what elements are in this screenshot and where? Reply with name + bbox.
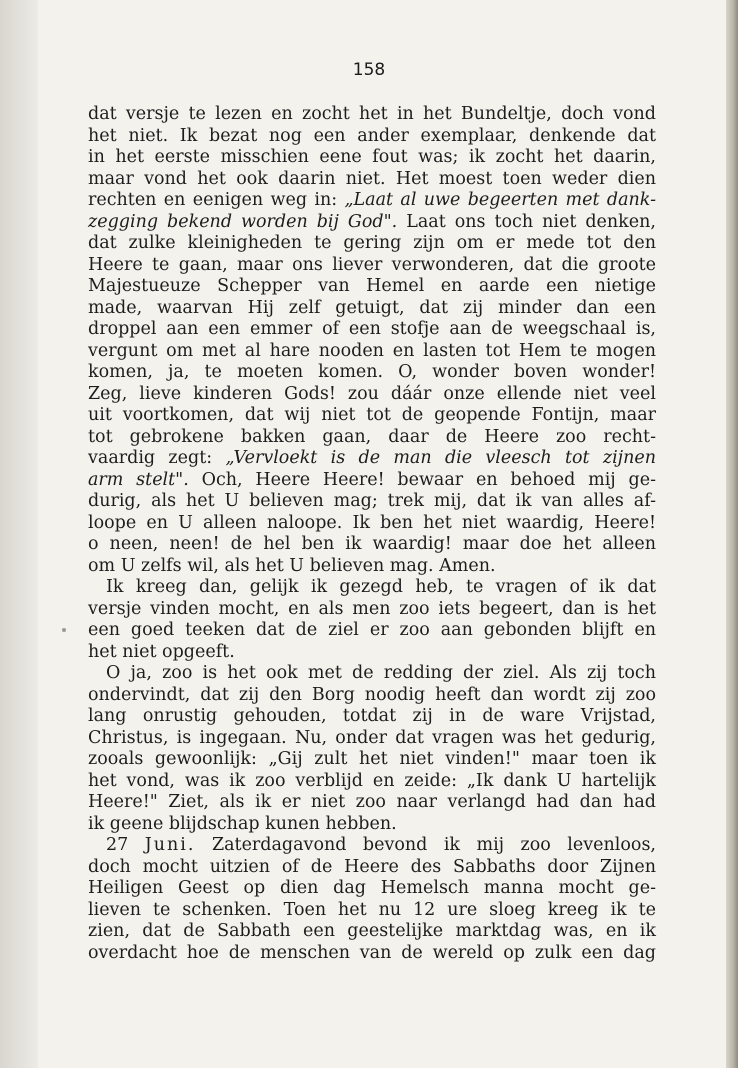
- text-line: made, waarvan Hij zelf getuigt, dat zij minder dan een: [88, 297, 656, 318]
- body-text: [88, 104, 656, 964]
- text-line: een goed teeken dat de ziel er zoo aan gebonden blijft en: [88, 620, 656, 640]
- text-line: [88, 448, 656, 470]
- text-line: komen, ja, te moeten komen. O, wonder boven wonder!: [88, 362, 656, 382]
- text-line: het niet. Ik bezat nog een ander exemplaar, denkende dat: [88, 125, 656, 146]
- text-line: o neen, neen! de hel ben ik waardig! maar doe het alleen: [88, 534, 656, 554]
- text-line: Majestueuze Schepper van Hemel en aarde een nietige: [88, 276, 656, 296]
- text-line: overdacht hoe de menschen van de wereld op zulk een dag: [88, 942, 656, 963]
- text-line: O ja, zoo is het ook met de redding der ziel. Als zij toch: [106, 663, 656, 683]
- text-line: Zeg, lieve kinderen Gods! zou dáár onze ellende niet veel: [88, 383, 656, 404]
- text-line: ik geene blijdschap kunen hebben.: [88, 813, 397, 834]
- page-gutter-shadow: [0, 0, 38, 1068]
- text-line: Ik kreeg dan, gelijk ik gezegd heb, te vragen of ik dat: [106, 577, 656, 597]
- text-line: om U zelfs wil, als het U believen mag. Amen.: [88, 555, 496, 576]
- text-line: doch mocht uitzien of de Heere des Sabbaths door Zijnen: [88, 856, 656, 877]
- text-segment: Och, Heere Heere! bewaar en behoed mij ge-: [201, 469, 656, 490]
- page-edge: [726, 0, 738, 1068]
- date-month: Juni.: [144, 835, 196, 855]
- text-line: uit voortkomen, dat wij niet tot de geopende Fontijn, maar: [88, 405, 656, 425]
- text-line: zien, dat de Sabbath een geestelijke marktdag was, en ik: [88, 921, 656, 941]
- page-number: 158: [352, 60, 386, 80]
- text-line: maar vond het ook daarin niet. Het moest toen weder dien: [88, 168, 656, 189]
- text-line: Heere!" Ziet, als ik er niet zoo naar verlangd had dan had: [88, 792, 656, 812]
- date-day: 27: [106, 835, 129, 855]
- text-segment: Laat ons toch niet denken,: [406, 211, 656, 232]
- text-line: droppel aan een emmer of een stofje aan de weegschaal is,: [88, 319, 656, 339]
- text-line: vergunt om met al hare nooden en lasten tot Hem te mogen: [88, 340, 656, 361]
- quotation-italic: „Vervloekt is de man die vleesch tot zijnen: [225, 448, 657, 468]
- text-line: [88, 190, 656, 212]
- quotation-italic: zegging bekend worden bij God".: [88, 211, 398, 232]
- text-line: [88, 470, 656, 492]
- text-line: [88, 835, 656, 857]
- text-line: durig, als het U believen mag; trek mij, dat ik van alles af-: [88, 491, 656, 511]
- text-line: dat zulke kleinigheden te gering zijn om er mede tot den: [88, 233, 656, 253]
- quotation-italic: „Laat al uwe begeerten met dank-: [344, 190, 656, 210]
- quotation-italic: arm stelt".: [88, 469, 189, 490]
- text-segment: vaardig zegt:: [88, 448, 213, 468]
- text-line: ondervindt, dat zij den Borg noodig heeft dan wordt zij zoo: [88, 684, 656, 705]
- text-line: [88, 212, 656, 234]
- text-line: versje vinden mocht, en als men zoo iets begeert, dan is het: [88, 598, 656, 619]
- text-line: Heiligen Geest op dien dag Hemelsch manna mocht ge-: [88, 878, 656, 898]
- text-line: lang onrustig gehouden, totdat zij in de ware Vrijstad,: [88, 706, 656, 726]
- text-line: dat versje te lezen en zocht het in het Bundeltje, doch vond: [88, 104, 656, 124]
- margin-mark: [62, 628, 66, 632]
- text-line: lieven te schenken. Toen het nu 12 ure sloeg kreeg ik te: [88, 899, 656, 920]
- text-segment: rechten en eenigen weg in:: [88, 190, 338, 210]
- text-line: loope en U alleen naloope. Ik ben het niet waardig, Heere!: [88, 512, 656, 533]
- text-segment: Zaterdagavond bevond ik mij zoo levenloos,: [211, 835, 656, 855]
- text-line: tot gebrokene bakken gaan, daar de Heere zoo recht-: [88, 426, 656, 447]
- text-line: in het eerste misschien eene fout was; ik zocht het daarin,: [88, 147, 656, 167]
- text-line: Christus, is ingegaan. Nu, onder dat vragen was het gedurig,: [88, 727, 656, 748]
- text-line: Heere te gaan, maar ons liever verwonderen, dat die groote: [88, 254, 656, 275]
- text-line: het niet opgeeft.: [88, 641, 235, 662]
- text-line: het vond, was ik zoo verblijd en zeide: „Ik dank U hartelijk: [88, 770, 656, 791]
- text-line: zooals gewoonlijk: „Gij zult het niet vinden!" maar toen ik: [88, 749, 656, 769]
